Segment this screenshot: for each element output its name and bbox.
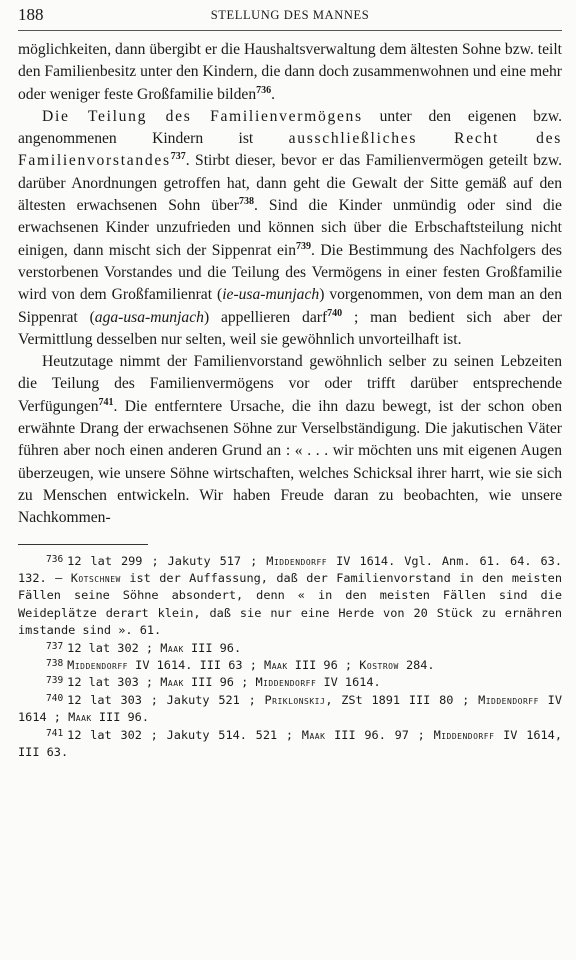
text-run: 12 lat 299 ; Jakuty 517 ;	[67, 553, 267, 568]
text-run: . Stirbt dieser, bevor er das Familienvermögen geteilt bzw. darüber Anordnungen getroffen hat, dann geht die Gewalt der Sitte gemäß auf den ältesten erwachsenen Sohn über	[18, 152, 562, 215]
spaced-emphasis: Die Teilung des Familienvermögens	[42, 107, 363, 125]
text-run: Heutzutage nimmt der Familienvorstand gewöhnlich selber zu seinen Lebzeiten die Teilung des Familienvermögens vor oder trifft darüber entsprechende Verfügungen	[18, 353, 562, 415]
text-run: III 96 ;	[183, 675, 256, 690]
author-name: Kostrow	[359, 657, 399, 672]
text-run: , ZSt 1891 III 80 ;	[325, 692, 479, 707]
text-run: ; man bedient sich aber der Vermittlung desselben nur selten, weil sie gewöhnlich unvorteilhaft ist.	[18, 308, 562, 348]
footnote: 736 12 lat 299 ; Jakuty 517 ; Middendorff IV 1614. Vgl. Anm. 61. 64. 63. 132. — Kotschnew ist der Auffassung, daß der Familienvorstand in den meisten Fällen seine Söhne absondert, denn « in den meisten Fällen sind die Weideplätze derart klein, daß sie nur eine Herde von 20 Stück zu ernähren imstande sind ». 61.	[18, 553, 562, 638]
text-run: ist der Auffassung, daß der Familienvorstand in den meisten Fällen seine Söhne absondert, denn « in den meisten Fällen sind die Weideplätze derart klein, daß sie nur eine Herde von 20 Stück zu ernähren imstande sind ». 61.	[18, 570, 562, 638]
main-text	[18, 39, 562, 530]
italic-term: ie-usa-munjach	[222, 286, 320, 304]
text-run: unter den eigenen bzw. angenommenen Kindern ist	[18, 107, 562, 148]
text-run: IV 1614. III 63 ;	[128, 657, 265, 672]
text-run: 12 lat 302 ; Jakuty 514. 521 ;	[67, 727, 302, 742]
author-name: Kotschnew	[70, 570, 121, 585]
footnote: 737 12 lat 302 ; Maak III 96.	[46, 640, 242, 655]
running-title: STELLUNG DES MANNES	[210, 8, 370, 22]
author-name: Maak	[301, 727, 326, 742]
text-run: . Die Bestimmung des Nachfolgers des verstorbenen Vorstandes und die Teilung des Vermögens in einer festen Großfamilie wird von dem Großfamilienrat (	[18, 241, 562, 304]
footnote-ref[interactable]: 741	[98, 396, 114, 408]
author-name: Middendorff	[255, 675, 317, 690]
text-run: 12 lat 303 ;	[67, 675, 161, 690]
footnote-ref[interactable]: 736	[256, 84, 272, 96]
text-run: IV 1614. Vgl. Anm. 61. 64. 63. 132. —	[18, 553, 562, 585]
author-name: Maak	[160, 640, 184, 655]
footnote-ref[interactable]: 739	[296, 240, 312, 252]
text-run: . Die entferntere Ursache, die ihn dazu bewegt, ist der schon oben erwähnte Drang der erwachsenen Söhne zur Verselbständigung. Die jakutischen Väter führen aber noch einen anderen Grund an : « . . . wir möchten uns mit eigenen Augen überzeugen, wie unsere Söhne wirtschaften, welches Schicksal ihrer harrt, wie sie sich zu Menschen entwickeln. Wir haben Freude daran zu beobachten, wie unsere Nachkommen-	[18, 397, 562, 527]
text-run: IV 1614.	[316, 675, 381, 690]
text-run: .	[271, 85, 276, 103]
paragraph	[18, 106, 562, 351]
text-run: 12 lat 302 ;	[67, 640, 161, 655]
author-name: Middendorff	[67, 657, 128, 672]
text-run: ) appellieren darf	[203, 308, 328, 326]
footnote: 739 12 lat 303 ; Maak III 96 ; Middendorff IV 1614.	[46, 675, 381, 690]
text-run: III 96. 97 ;	[325, 727, 434, 742]
italic-term: aga-usa-munjach	[94, 308, 204, 326]
author-name: Middendorff	[478, 692, 539, 707]
text-run: 12 lat 303 ; Jakuty 521 ;	[67, 692, 265, 707]
text-run: IV 1614, III 63.	[18, 727, 562, 759]
page-number: 188	[18, 5, 44, 24]
paragraph	[18, 39, 562, 106]
text-run: III 96.	[91, 710, 150, 725]
footnotes	[18, 553, 562, 762]
text-run: III 96 ;	[287, 657, 360, 672]
spaced-emphasis: ausschließliches Recht des Familienvorstandes	[18, 130, 562, 170]
footnote-divider	[18, 544, 148, 545]
footnote: 741 12 lat 302 ; Jakuty 514. 521 ; Maak III 96. 97 ; Middendorff IV 1614, III 63.	[18, 727, 562, 759]
author-name: Maak	[160, 675, 184, 690]
footnote-ref[interactable]: 738	[238, 196, 254, 208]
footnote-ref[interactable]: 737	[170, 151, 186, 163]
author-name: Priklonskij	[264, 692, 326, 707]
author-name: Middendorff	[266, 553, 328, 568]
footnote-ref[interactable]: 740	[327, 307, 343, 319]
footnote: 740 12 lat 303 ; Jakuty 521 ; Priklonskij, ZSt 1891 III 80 ; Middendorff IV 1614 ; Maak III 96.	[18, 692, 562, 725]
text-run: III 96.	[183, 640, 242, 655]
text-run: 284.	[398, 657, 435, 672]
page-header	[18, 0, 562, 31]
author-name: Maak	[68, 710, 92, 725]
author-name: Maak	[264, 657, 288, 672]
paragraph	[18, 351, 562, 529]
text-run: möglichkeiten, dann übergibt er die Haushaltsverwaltung dem ältesten Sohne bzw. teilt den Familienbesitz unter den Kindern, die dann doch zusammenwohnen und eine mehr oder weniger feste Großfamilie bilden	[18, 41, 562, 103]
text-run: IV 1614 ;	[18, 692, 562, 725]
text-run: . Sind die Kinder unmündig oder sind die erwachsenen Kinder unzufrieden und können sich über die Erbschaftsteilung nicht einigen, dann mischt sich der Sippenrat ein	[18, 197, 562, 259]
author-name: Middendorff	[433, 727, 495, 742]
text-run: ) vorgenommen, von dem man an den Sippenrat (	[18, 286, 562, 326]
footnote: 738 Middendorff IV 1614. III 63 ; Maak III 96 ; Kostrow 284.	[46, 657, 435, 672]
